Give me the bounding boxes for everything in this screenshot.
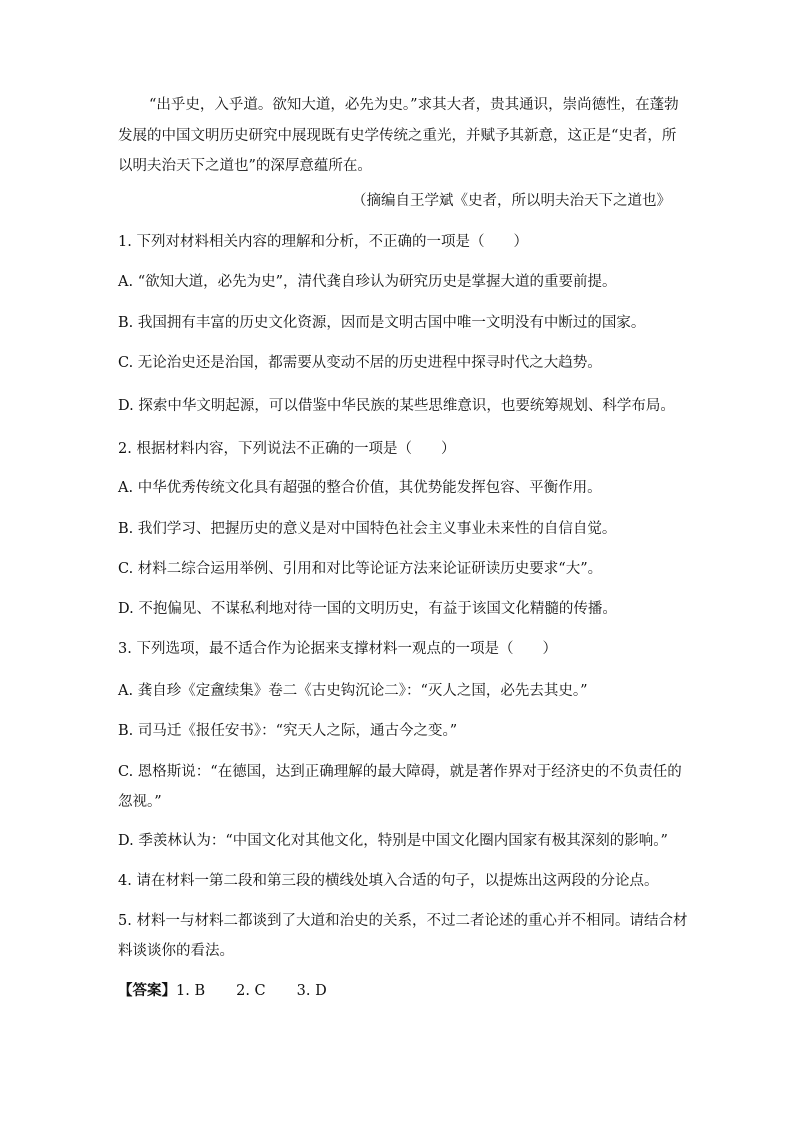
question-4-stem: 4. 请在材料一第二段和第三段的横线处填入合适的句子，以提炼出这两段的分论点。: [118, 873, 659, 889]
passage-source: （摘编自王学斌《史者，所以明夫治天下之道也》: [352, 193, 671, 209]
question-2-stem: 2. 根据材料内容，下列说法不正确的一项是（ ）: [118, 441, 456, 457]
question-3-option-c-cont: 忽视。”: [118, 794, 162, 810]
question-3-option-d: D. 季羡林认为：“中国文化对其他文化，特别是中国文化圈内国家有极其深刻的影响。”: [118, 833, 668, 849]
question-1-option-c: C. 无论治史还是治国，都需要从变动不居的历史进程中探寻时代之大趋势。: [118, 355, 602, 371]
question-3-option-b: B. 司马迁《报任安书》：“究天人之际，通古今之变。”: [118, 723, 458, 739]
passage-line-1: “出乎史，入乎道。欲知大道，必先为史。”求其大者，贵其通识，崇尚德性，在蓬勃: [149, 97, 679, 113]
question-1-stem: 1. 下列对材料相关内容的理解和分析，不正确的一项是（ ）: [118, 234, 528, 250]
passage-line-3: 以明夫治天下之道也”的深厚意蕴所在。: [118, 158, 372, 174]
question-2-option-c: C. 材料二综合运用举例、引用和对比等论证方法来论证研读历史要求“大”。: [118, 561, 603, 577]
question-3-stem: 3. 下列选项，最不适合作为论据来支撑材料一观点的一项是（ ）: [118, 641, 557, 657]
question-1-option-d: D. 探索中华文明起源，可以借鉴中华民族的某些思维意识，也要统筹规划、科学布局。: [118, 398, 675, 414]
question-3-option-c: C. 恩格斯说：“在德国，达到正确理解的最大障碍，就是著作界对于经济史的不负责任的: [118, 764, 682, 780]
question-2-option-d: D. 不抱偏见、不谋私利地对待一国的文明历史，有益于该国文化精髓的传播。: [118, 601, 617, 617]
answer-label: 【答案】: [118, 983, 176, 999]
question-1-option-a: A. “欲知大道，必先为史”，清代龚自珍认为研究历史是掌握大道的重要前提。: [118, 274, 617, 290]
question-2-option-a: A. 中华优秀传统文化具有超强的整合价值，其优势能发挥包容、平衡作用。: [118, 480, 602, 496]
answer-row: [118, 981, 329, 1001]
question-2-option-b: B. 我们学习、把握历史的意义是对中国特色社会主义事业未来性的自信自觉。: [118, 521, 617, 537]
answer-item-1: 1. B: [176, 983, 206, 999]
passage-line-2: 发展的中国文明历史研究中展现既有史学传统之重光，并赋予其新意，这正是“史者，所: [118, 128, 677, 144]
question-5-stem-cont: 料谈谈你的看法。: [118, 943, 234, 959]
question-1-option-b: B. 我国拥有丰富的历史文化资源，因而是文明古国中唯一文明没有中断过的国家。: [118, 315, 646, 331]
question-3-option-a: A. 龚自珍《定盦续集》卷二《古史钩沉论二》：“灭人之国，必先去其史。”: [118, 683, 588, 699]
question-5-stem: 5. 材料一与材料二都谈到了大道和治史的关系，不过二者论述的重心并不相同。请结合材: [118, 913, 688, 929]
answer-item-3: 3. D: [296, 983, 327, 999]
answer-item-2: 2. C: [236, 983, 266, 999]
